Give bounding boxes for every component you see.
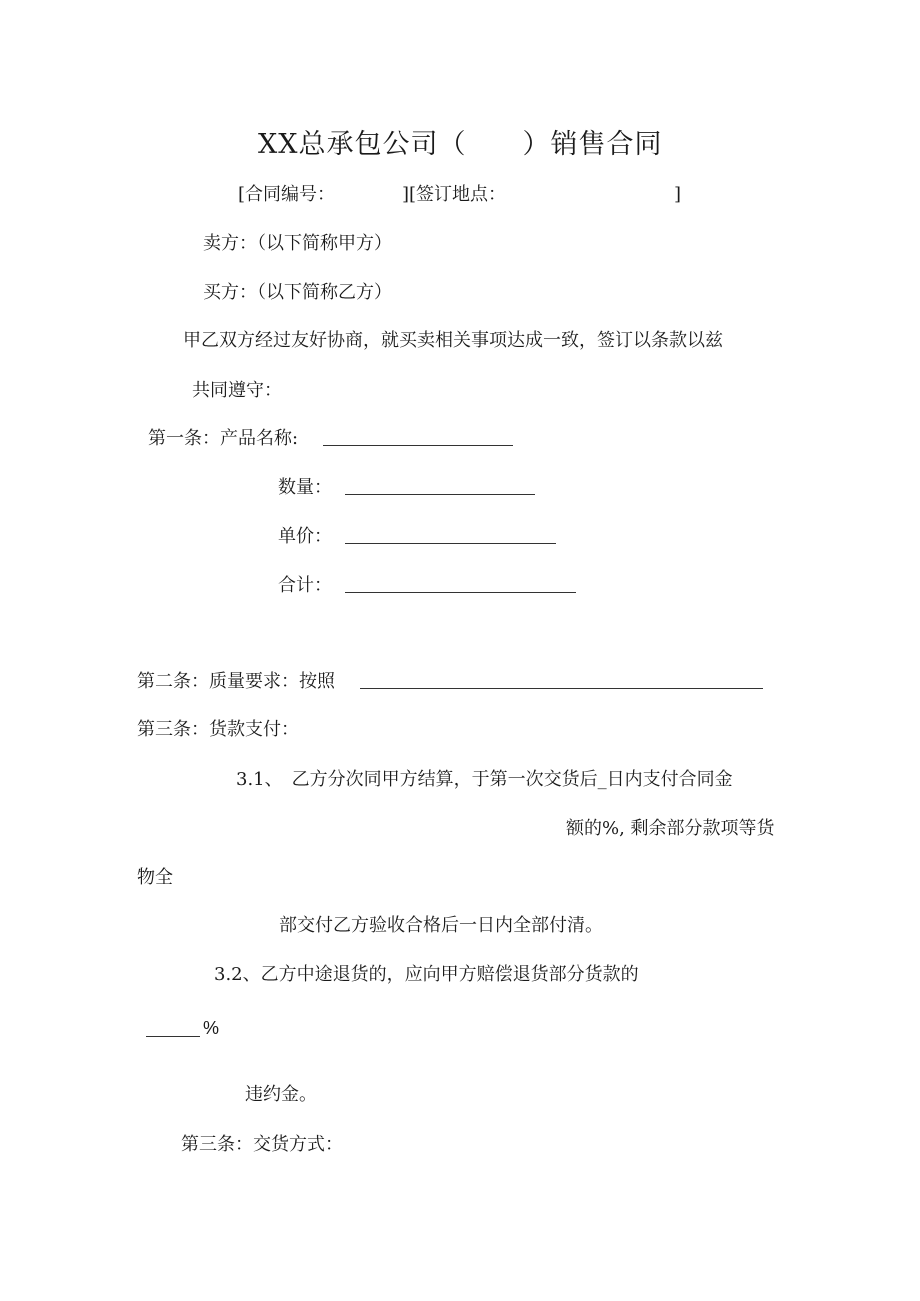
product-name-label: 第一条：产品名称:	[148, 428, 299, 449]
product-name-blank	[323, 431, 513, 446]
penalty-percent-sign: %	[203, 1018, 220, 1038]
delivery-method-heading: 第三条：交货方式：	[181, 1134, 343, 1155]
contract-number-label: [合同编号：	[238, 184, 336, 205]
clause-3-1-line-4: 部交付乙方验收合格后一日内全部付清。	[279, 915, 603, 936]
clause-3-2-line-1: 3.2、乙方中途退货的，应向甲方赔偿退货部分货款的	[214, 964, 639, 985]
buyer-line: 买方：（以下简称乙方）	[203, 282, 392, 303]
clause-3-1-line-1: 3.1、 乙方分次同甲方结算，于第一次交货后_日内支付合同金	[236, 769, 733, 790]
quality-requirement-label: 第二条：质量要求：按照	[137, 671, 335, 692]
quantity-blank	[345, 480, 535, 495]
clause-3-2-line-3: 违约金。	[245, 1084, 317, 1105]
payment-heading: 第三条：货款支付：	[137, 719, 299, 740]
quality-requirement-blank	[360, 674, 763, 689]
seller-line: 卖方：（以下简称甲方）	[203, 233, 392, 254]
penalty-percent-blank	[146, 1022, 200, 1037]
clause-3-1-line-2: 额的%, 剩余部分款项等货	[566, 818, 775, 839]
total-label: 合计：	[278, 575, 332, 596]
unit-price-blank	[345, 529, 556, 544]
preamble-line-1: 甲乙双方经过友好协商，就买卖相关事项达成一致，签订以条款以兹	[183, 330, 723, 351]
meta-close-bracket: ]	[674, 184, 682, 205]
sign-place-label: ][签订地点：	[402, 184, 507, 205]
unit-price-label: 单价：	[278, 526, 332, 547]
clause-3-1-line-3: 物全	[137, 867, 173, 888]
contract-title: XX总承包公司（ ）销售合同	[258, 129, 663, 160]
total-blank	[345, 578, 576, 593]
preamble-line-2: 共同遵守：	[192, 380, 282, 401]
quantity-label: 数量：	[278, 477, 332, 498]
